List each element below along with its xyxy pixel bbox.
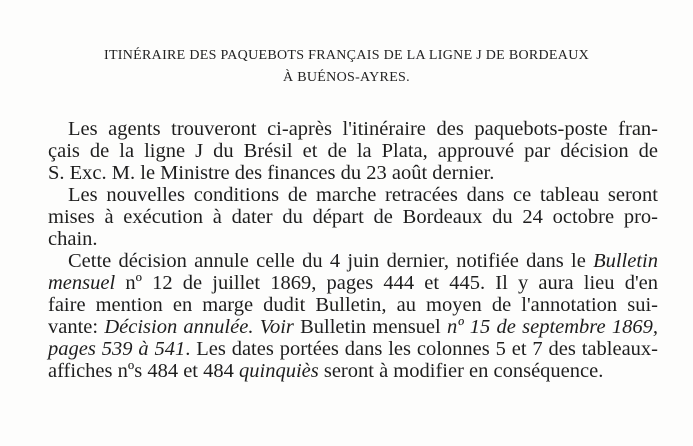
paragraph-line	[68, 118, 658, 140]
italic-text: mensuel	[48, 272, 116, 294]
paragraph-line	[48, 360, 658, 382]
text-run: çais de la ligne J du Brésil et de la Plata, approuvé par décision de	[48, 140, 658, 162]
text-run: Les nouvelles conditions de marche retracées dans ce tableau seront	[68, 184, 658, 206]
text-run: vante:	[48, 316, 105, 338]
italic-text: nº 15 de septembre 1869,	[446, 316, 658, 338]
italic-text: Bulletin	[593, 250, 658, 272]
text-run: chain.	[48, 228, 98, 250]
text-run: seront à modifier en conséquence.	[318, 360, 604, 382]
text-run: mises à exécution à dater du départ de Bordeaux du 24 octobre pro-	[48, 206, 658, 228]
text-run: Bulletin mensuel	[293, 316, 447, 338]
heading-line-1: ITINÉRAIRE DES PAQUEBOTS FRANÇAIS DE LA LIGNE J DE BORDEAUX	[103, 48, 590, 63]
paragraph-line	[48, 206, 658, 228]
text-run: . Les dates portées dans les colonnes 5 et 7 des tableaux-	[185, 338, 659, 360]
paragraph-line	[68, 184, 658, 206]
paragraph-line	[48, 272, 658, 294]
text-run: Cette décision annule celle du 4 juin dernier, notifiée dans le	[68, 250, 594, 272]
paragraph-line	[48, 162, 658, 184]
heading-line-2: À BUÉNOS-AYRES.	[283, 70, 410, 85]
text-run: Les agents trouveront ci-après l'itinéraire des paquebots-poste fran-	[68, 118, 658, 140]
text-run: affiches nºs 484 et 484	[48, 360, 240, 382]
paragraph-line	[68, 250, 658, 272]
paragraph-line	[48, 294, 658, 316]
italic-text: quinquiès	[239, 360, 319, 382]
paragraph-line	[48, 316, 658, 338]
text-run: nº 12 de juillet 1869, pages 444 et 445. Il y aura lieu d'en	[115, 272, 658, 294]
paragraph-line	[48, 228, 658, 250]
italic-text: pages 539 à 541	[48, 338, 186, 360]
text-run: faire mention en marge dudit Bulletin, au moyen de l'annotation sui-	[48, 294, 658, 316]
paragraph-line	[48, 140, 658, 162]
paragraph-line	[48, 338, 658, 360]
text-run: S. Exc. M. le Ministre des finances du 23 août dernier.	[48, 162, 495, 184]
italic-text: Décision annulée. Voir	[104, 316, 294, 338]
